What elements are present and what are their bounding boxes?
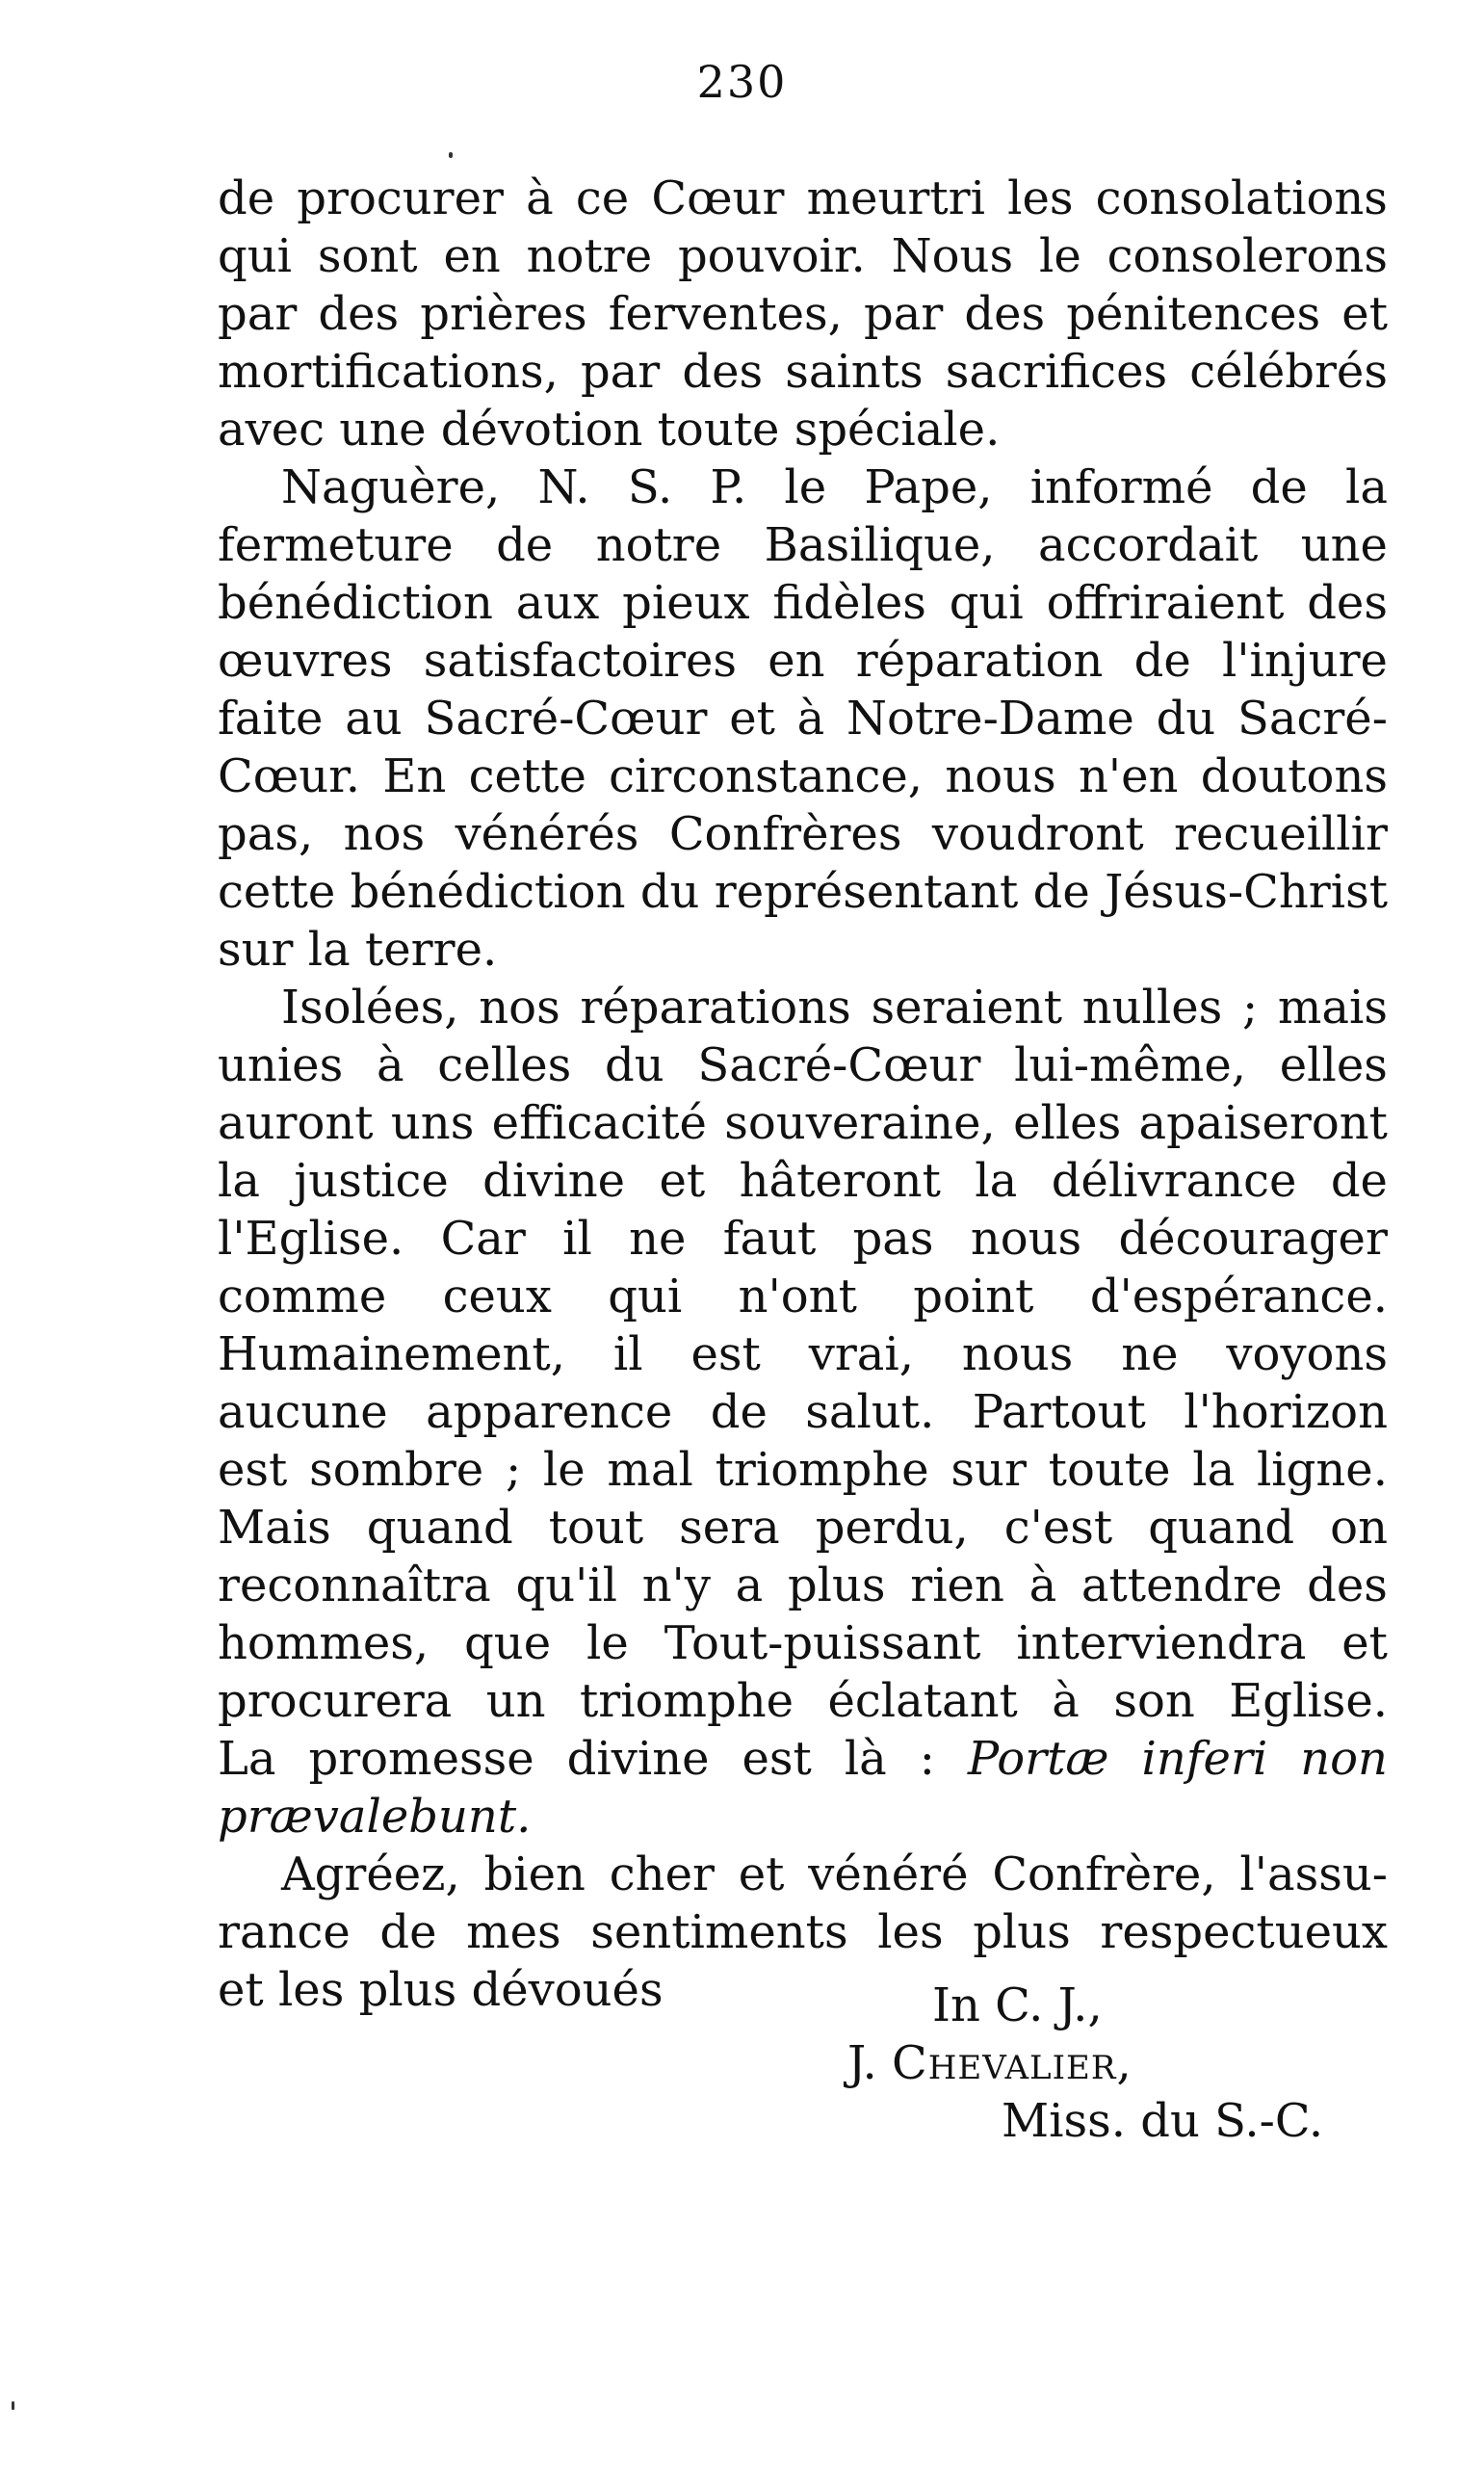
word: en [443,229,501,283]
word: prières [420,287,587,341]
word: de [379,1905,437,1959]
word: triomphe [579,1674,794,1728]
word: il [612,1327,643,1381]
text-line [218,632,1388,690]
word: éclatant [827,1674,1018,1728]
word: ferventes, [608,287,843,341]
word: n'y [641,1558,711,1612]
word: elles [1013,1096,1122,1150]
word: informé [1029,460,1213,514]
word: bénédiction [350,865,626,919]
text-line [218,1961,1388,2019]
word: doutons [1200,749,1388,803]
word: est [690,1327,761,1381]
text-line [218,1788,1388,1846]
signature-initial: J. [847,2036,893,2090]
text-line [218,1557,1388,1614]
word: ce [575,171,630,225]
word: sont [317,229,418,283]
word: par [218,287,298,341]
text-line [218,1614,1388,1672]
text-line [218,1036,1388,1094]
word: hâteront [739,1154,941,1208]
word: on [1330,1501,1388,1555]
word: que [464,1616,552,1670]
word: pas, [218,807,314,861]
word: qui [218,229,292,283]
word: célébrés [1189,345,1388,399]
word: nous [970,1212,1082,1266]
word: des [964,287,1046,341]
word: et [1341,287,1388,341]
word: à [1028,1558,1057,1612]
word: divine [566,1732,710,1786]
word: Humainement, [218,1327,565,1381]
text-line [218,227,1388,285]
word: a [735,1558,764,1612]
text-line [218,863,1388,921]
word: sentiments [590,1905,848,1959]
word: respectueux [1100,1905,1388,1959]
text-line [218,1672,1388,1730]
word: du [639,865,700,919]
word: ne [629,1212,687,1266]
signature-surname: Chevalier, [892,2036,1133,2090]
italic-text: prævalebunt. [218,1790,532,1844]
word: est [742,1732,812,1786]
word: réparation [855,634,1104,688]
word: rien [910,1558,1004,1612]
italic-word: non [1300,1732,1388,1786]
text-line [218,574,1388,632]
word: Sacré-Cœur [424,692,708,746]
word: cette [218,865,336,919]
word: sera [679,1501,780,1555]
signature-closing: In C. J., [932,1978,1103,2032]
word: c'est [1003,1501,1113,1555]
signature-title: Miss. du S.-C. [1002,2094,1324,2148]
line-text: avec une dévotion toute spéciale. [218,403,1001,457]
word: rance [218,1905,351,1959]
word: ; [1242,981,1259,1034]
word: nulles [1081,981,1223,1034]
word: sacrifices [945,345,1168,399]
word: ne [1121,1327,1179,1381]
word: Mais [218,1501,331,1555]
word: pieux [622,576,750,630]
word: des [1307,576,1388,630]
word: recueillir [1174,807,1388,861]
signature-name [847,2034,1133,2092]
word: de [218,171,275,225]
word: là [844,1732,887,1786]
word: mal [607,1443,693,1497]
text-line [218,921,1388,979]
word: sombre [309,1443,484,1497]
word: Notre-Dame [846,692,1134,746]
word: des [1307,1558,1388,1612]
word: Confrères [668,807,902,861]
text-line [218,458,1388,516]
word: est [218,1443,288,1497]
word: faite [218,692,324,746]
word: ligne. [1256,1443,1388,1497]
word: aucune [218,1385,388,1439]
word: décourager [1118,1212,1388,1266]
word: fidèles [772,576,926,630]
word: ; [505,1443,522,1497]
word: celles [437,1038,572,1092]
word: faut [722,1212,817,1266]
text-line [218,516,1388,574]
word: point [913,1270,1034,1323]
word: Basilique, [764,518,996,572]
word: cher [609,1847,715,1901]
line-text: et les plus dévoués [218,1963,664,2017]
text-line [218,401,1388,458]
word: Jésus-Christ [1105,865,1388,919]
word: l'horizon [1184,1385,1388,1439]
word: Car [440,1212,526,1266]
word: voyons [1226,1327,1388,1381]
word: pouvoir. [677,229,866,283]
word: Pape, [864,460,993,514]
word: procurer [297,171,504,225]
word: Confrère, [992,1847,1216,1901]
word: pénitences [1066,287,1321,341]
word: voudront [931,807,1144,861]
word: délivrance [1051,1154,1297,1208]
word: : [919,1732,935,1786]
word: Cœur. [218,749,361,803]
word: une [1300,518,1388,572]
word: Sacré- [1237,692,1388,746]
line-text: sur la terre. [218,923,498,977]
text-line [218,1903,1388,1961]
text-line [218,805,1388,863]
word: offriraient [1046,576,1285,630]
word: un [485,1674,546,1728]
word: à [376,1038,404,1092]
word: S. [627,460,673,514]
word: aux [515,576,600,630]
word: et [729,692,775,746]
word: elles [1279,1038,1388,1092]
word: par [580,345,661,399]
word: triomphe [715,1443,929,1497]
word: Isolées, [281,981,459,1034]
word: le [586,1616,629,1670]
word: les [1007,171,1074,225]
word: interviendra [1016,1616,1307,1670]
text-line [218,343,1388,401]
word: hommes, [218,1616,430,1670]
word: mortifications, [218,345,559,399]
word: comme [218,1270,387,1323]
text-line [218,1441,1388,1499]
word: la [1344,460,1388,514]
text-line [218,170,1388,227]
word: et [738,1847,785,1901]
word: meurtri [806,171,985,225]
word: de [710,1385,768,1439]
word: consolations [1095,171,1388,225]
word: la [1192,1443,1236,1497]
print-speck [12,2401,14,2410]
italic-word: inferi [1141,1732,1268,1786]
word: la [218,1154,260,1208]
text-line [218,747,1388,805]
word: Eglise. [1229,1674,1388,1728]
word: justice [294,1154,449,1208]
word: nous [945,749,1056,803]
word: cette [468,749,586,803]
word: de [1133,634,1191,688]
word: promesse [308,1732,534,1786]
word: mes [466,1905,561,1959]
word: vénérés [455,807,639,861]
word: notre [595,518,722,572]
word: n'ont [738,1270,857,1323]
word: réparations [580,981,851,1034]
word: des [682,345,764,399]
text-line [218,1499,1388,1557]
word: salut. [805,1385,935,1439]
word: uns [390,1096,475,1150]
text-line [218,1094,1388,1152]
word: unies [218,1038,344,1092]
word: les [877,1905,944,1959]
page-number: 230 [696,56,788,108]
text-line [218,1846,1388,1903]
word: des [318,287,400,341]
word: seraient [871,981,1063,1034]
word: plus [973,1905,1071,1959]
text-line [218,1383,1388,1441]
word: du [1156,692,1216,746]
word: à [1052,1674,1080,1728]
word: auront [218,1096,374,1150]
word: plus [787,1558,886,1612]
text-line [218,979,1388,1036]
word: de [1330,1154,1388,1208]
word: divine [482,1154,626,1208]
word: à [526,171,554,225]
word: notre [526,229,653,283]
word: qu'il [515,1558,618,1612]
word: circonstance, [609,749,924,803]
word: nos [343,807,426,861]
word: La [218,1732,276,1786]
word: l'injure [1222,634,1388,688]
word: nos [479,981,560,1034]
word: tout [548,1501,644,1555]
word: sur [950,1443,1027,1497]
word: perdu, [815,1501,969,1555]
word: vrai, [808,1327,915,1381]
word: n'en [1078,749,1179,803]
word: nous [961,1327,1074,1381]
word: fermeture [218,518,454,572]
word: apaiseront [1138,1096,1388,1150]
word: accordait [1038,518,1259,572]
word: de [1032,865,1090,919]
word: en [768,634,825,688]
word: Naguère, [281,460,501,514]
word: toute [1048,1443,1171,1497]
word: Agréez, [281,1847,460,1901]
italic-word: Portæ [967,1732,1109,1786]
word: lui-même, [1014,1038,1247,1092]
word: reconnaîtra [218,1558,491,1612]
word: ceux [442,1270,552,1323]
word: quand [366,1501,513,1555]
word: à [796,692,825,746]
word: attendre [1080,1558,1283,1612]
word: En [382,749,447,803]
word: l'Eglise. [218,1212,404,1266]
word: d'espérance. [1089,1270,1388,1323]
word: bien [483,1847,586,1901]
word: Cœur [651,171,785,225]
word: et [1341,1616,1388,1670]
word: le [1038,229,1081,283]
word: Sacré-Cœur [697,1038,981,1092]
text-line [218,285,1388,343]
word: efficacité [491,1096,707,1150]
word: bénédiction [218,576,493,630]
word: la [975,1154,1018,1208]
word: quand [1148,1501,1295,1555]
word: de [1250,460,1308,514]
word: mais [1277,981,1388,1034]
text-line [218,1325,1388,1383]
word: P. [710,460,747,514]
text-line [218,1268,1388,1325]
word: apparence [426,1385,673,1439]
body-text [218,170,1388,2019]
text-line [218,690,1388,747]
word: il [562,1212,592,1266]
text-line [218,1210,1388,1268]
word: et [659,1154,706,1208]
word: représentant [714,865,1019,919]
word: le [784,460,827,514]
word: son [1113,1674,1195,1728]
word: Partout [972,1385,1146,1439]
word: du [605,1038,664,1092]
text-line [218,1730,1388,1788]
word: de [496,518,554,572]
word: consolerons [1106,229,1388,283]
word: œuvres [218,634,393,688]
word: souveraine, [724,1096,996,1150]
word: Nous [891,229,1014,283]
word: pas [852,1212,934,1266]
word: procurera [218,1674,453,1728]
word: au [345,692,403,746]
word: qui [608,1270,683,1323]
word: le [542,1443,586,1497]
word: saints [785,345,924,399]
word: Tout-puissant [664,1616,981,1670]
word: N. [537,460,590,514]
word: qui [949,576,1024,630]
print-speck [449,152,453,158]
word: par [864,287,944,341]
word: vénéré [808,1847,969,1901]
text-line [218,1152,1388,1210]
word: l'assu- [1239,1847,1388,1901]
word: satisfactoires [423,634,737,688]
